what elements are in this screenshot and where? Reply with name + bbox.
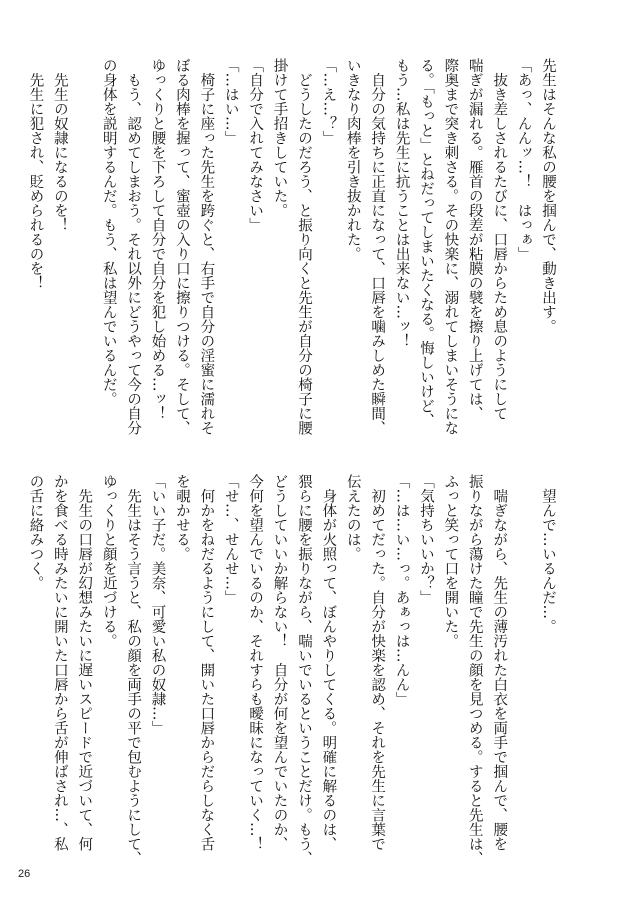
- text-line: 伝えたのは。: [344, 474, 361, 561]
- text-line: 何かをねだるようにして、開いた口唇からだらしなく舌: [198, 474, 215, 851]
- text-line: [72, 58, 96, 410]
- text-line: を覗かせる。: [173, 474, 190, 561]
- text-line: 初めてだった。自分が快楽を認め、それを先生に言葉で: [369, 474, 386, 851]
- text-line: 「…は…い…っ。あぁっは…んん」: [393, 474, 410, 706]
- text-line: [511, 474, 535, 836]
- text-line: 「いい子だ。美奈、可愛い私の奴隷…」: [149, 474, 166, 735]
- text-line: ゆっくりと顔を近づける。: [100, 474, 117, 648]
- text-line: 抜き差しされるたびに、口唇からため息のようにして: [491, 58, 508, 421]
- text-line: 先生に犯され、貶められるのを！: [27, 58, 44, 290]
- page-number: 26: [18, 868, 31, 880]
- text-line: 先生の奴隷になるのを！: [51, 58, 68, 232]
- upper-text-block: [27, 58, 560, 435]
- text-line: 喘ぎながら、先生の薄汚れた白衣を両手で掴んで、腰を: [491, 474, 508, 851]
- text-line: 「自分で入れてみなさい」: [247, 58, 264, 232]
- text-line: 「…え…？」: [320, 58, 337, 145]
- text-line: の舌に絡みつく。: [27, 474, 44, 590]
- text-line: どうしていいか解らない！ 自分が何を望んでいたのか、: [271, 474, 288, 851]
- text-line: 「あっ、んんッ…！ はっぁ」: [515, 58, 532, 261]
- text-line: 今何を望んでいるのか、それすらも曖昧になっていく…！: [247, 474, 264, 851]
- lower-text-block: [27, 474, 560, 866]
- text-line: ふっと笑って口を開いた。: [442, 474, 459, 648]
- text-line: 自分の気持ちに正直になって、口唇を噛みしめた瞬間、: [369, 58, 386, 435]
- text-line: ゆっくりと腰を下ろして自分で自分を犯し始める…ッ！: [149, 58, 166, 421]
- text-line: もう…私は先生に抗うことは出来ない…ッ！: [393, 58, 410, 348]
- text-line: 振りながら蕩けた瞳で先生の顔を見つめる。すると先生は、: [466, 474, 483, 866]
- text-line: どうしたのだろう、と振り向くと先生が自分の椅子に腰: [295, 58, 312, 435]
- text-line: 「気持ちいいか？」: [417, 474, 434, 605]
- text-line: 先生はそんな私の腰を掴んで、動き出す。: [540, 58, 556, 334]
- text-line: 喘ぎが漏れる。雁首の段差が粘膜の襞を擦り上げては、: [466, 58, 483, 421]
- text-line: の身体を説明するんだ。もう、私は望んでいるんだ。: [100, 58, 117, 406]
- text-line: 身体が火照って、ぼんやりしてくる。明確に解るのは、: [320, 474, 337, 851]
- text-line: いきなり肉棒を引き抜かれた。: [344, 58, 361, 261]
- text-line: ぼる肉棒を握って、蜜壺の入り口に擦りつける。そして、: [173, 58, 190, 435]
- text-line: 「せ…、せんせ…」: [222, 474, 239, 605]
- text-line: 際奥まで突き刺さる。その快楽に、溺れてしまいそうにな: [442, 58, 459, 435]
- text-line: 「…はい…」: [222, 58, 239, 145]
- text-line: 先生の口唇が幻想みたいに遅いスピードで近づいて、何: [76, 474, 93, 851]
- text-line: 猥らに腰を振りながら、喘いでいるということだけ。もう、: [295, 474, 312, 866]
- text-line: もう、認めてしまおう。それ以外にどうやって今の自分: [125, 58, 142, 435]
- text-line: 先生はそう言うと、私の顔を両手の平で包むようにして、: [125, 474, 142, 866]
- text-line: 掛けて手招きしていた。: [271, 58, 288, 218]
- text-line: かを食べる時みたいに開いた口唇から舌が伸ばされ…、私: [51, 474, 68, 851]
- text-line: る。「もっと」とねだってしまいたくなる。悔しいけど、: [417, 58, 434, 428]
- text-line: 望んで…いるんだ…。: [540, 474, 556, 634]
- text-line: 椅子に座った先生を跨ぐと、右手で自分の淫蜜に濡れそ: [198, 58, 215, 435]
